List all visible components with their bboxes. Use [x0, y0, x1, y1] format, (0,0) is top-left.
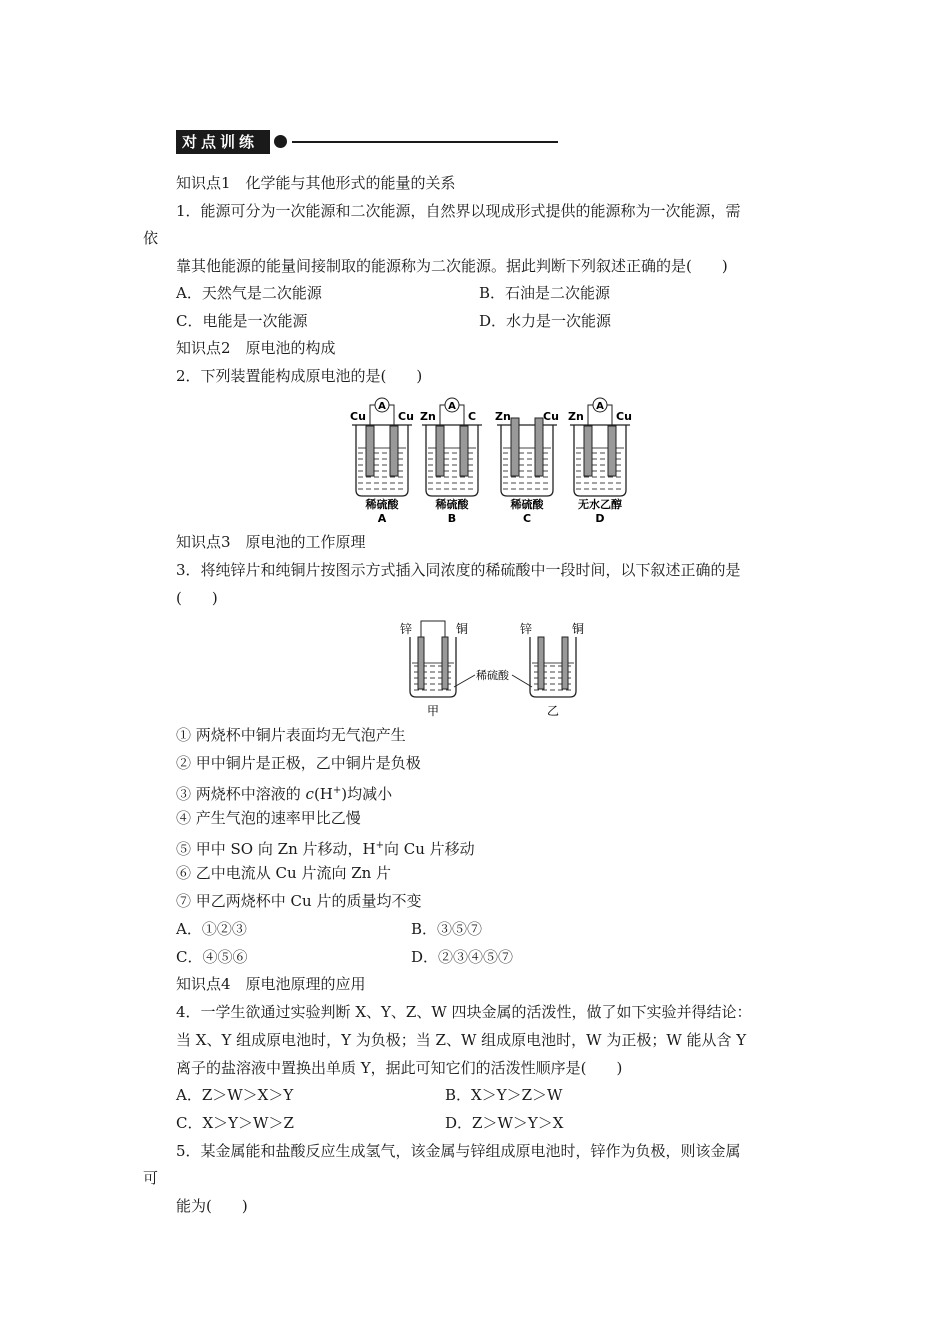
q3-option-b: B．③⑤⑦	[411, 920, 483, 938]
electrode-left-label: Cu	[350, 410, 366, 423]
q3-option-a: A．①②③	[176, 920, 247, 938]
acid-label: 稀硫酸	[476, 669, 509, 682]
liquid-label: 稀硫酸	[435, 498, 469, 511]
q4-stem-line3: 离子的盐溶液中置换出单质 Y，据此可知它们的活泼性顺序是( )	[176, 1059, 623, 1077]
electrode-left-label: Zn	[420, 410, 436, 423]
option-letter: B	[447, 512, 457, 525]
q3-statement-5: ⑤ 甲中 SO 向 Zn 片移动，H+向 Cu 片移动	[176, 840, 475, 858]
liquid-label: 稀硫酸	[365, 498, 399, 511]
q4-stem-line2: 当 X、Y 组成原电池时，Y 为负极；当 Z、W 组成原电池时，W 为正极；W 能从含 Y	[176, 1031, 747, 1049]
svg-text:A: A	[596, 401, 604, 412]
copper-label: 铜	[572, 622, 585, 636]
section-header-title: 对点训练	[182, 133, 259, 151]
q3-statement-1: ① 两烧杯中铜片表面均无气泡产生	[176, 726, 406, 744]
beaker-d	[568, 398, 632, 525]
q4-option-d: D．Z＞W＞Y＞X	[445, 1114, 564, 1132]
electrode-right-label: Cu	[616, 410, 632, 423]
option-letter: A	[377, 512, 387, 525]
beaker-yi	[520, 621, 584, 718]
q4-stem-line1: 4．一学生欲通过实验判断 X、Y、Z、W 四块金属的活泼性，做了如下实验并得结论：	[176, 1003, 752, 1021]
svg-text:A: A	[448, 401, 456, 412]
header-rule	[292, 141, 558, 143]
q3-stem-line1: 3．将纯锌片和纯铜片按图示方式插入同浓度的稀硫酸中一段时间，以下叙述正确的是	[176, 561, 741, 579]
q4-option-c: C．X＞Y＞W＞Z	[176, 1114, 294, 1132]
q3-apparatus-figure	[390, 615, 600, 720]
q1-option-b: B．石油是二次能源	[479, 284, 611, 302]
section-header-badge	[176, 130, 270, 154]
beaker-jia	[400, 621, 468, 718]
q5-stem-line1: 5．某金属能和盐酸反应生成氢气，该金属与锌组成原电池时，锌作为负极，则该金属	[176, 1142, 741, 1160]
q3-option-c: C．④⑤⑥	[176, 948, 248, 966]
copper-label: 铜	[456, 622, 469, 636]
electrode-right-label: C	[468, 410, 477, 423]
electrode-left-label: Zn	[495, 410, 511, 423]
electrode-right-label: Cu	[398, 410, 414, 423]
beaker-label: 乙	[546, 704, 560, 718]
q4-option-a: A．Z＞W＞X＞Y	[176, 1086, 294, 1104]
q3-option-d: D．②③④⑤⑦	[411, 948, 514, 966]
q1-stem-line2: 靠其他能源的能量间接制取的能源称为二次能源。据此判断下列叙述正确的是( )	[176, 257, 728, 275]
q2-apparatus-figure	[340, 390, 640, 530]
q3-statement-4: ④ 产生气泡的速率甲比乙慢	[176, 809, 361, 827]
q1-option-d: D．水力是一次能源	[479, 312, 612, 330]
zinc-label: 锌	[400, 622, 413, 636]
q3-stem-line2: ( )	[176, 589, 218, 607]
q2-stem: 2．下列装置能构成原电池的是( )	[176, 367, 423, 385]
beaker-a	[350, 398, 414, 525]
svg-text:A: A	[378, 401, 386, 412]
q3-statement-2: ② 甲中铜片是正极，乙中铜片是负极	[176, 754, 421, 772]
electrode-right-label: Cu	[543, 410, 559, 423]
electrode-left-label: Zn	[568, 410, 584, 423]
q1-stem-line1: 1．能源可分为一次能源和二次能源，自然界以现成形式提供的能源称为一次能源，需	[176, 202, 741, 220]
header-bullet-icon	[274, 135, 287, 148]
beaker-label: 甲	[426, 704, 440, 718]
beaker-c	[495, 410, 559, 525]
q3-statement-6: ⑥ 乙中电流从 Cu 片流向 Zn 片	[176, 864, 392, 882]
zinc-label: 锌	[520, 622, 533, 636]
q5-stem-wrap: 可	[143, 1169, 159, 1187]
q1-option-a: A．天然气是二次能源	[176, 284, 322, 302]
knowledge-point-2: 知识点2 原电池的构成	[176, 339, 336, 357]
q3-statement-3: ③ 两烧杯中溶液的 c(H+)均减小	[176, 785, 393, 803]
q5-stem-line2: 能为( )	[176, 1197, 248, 1215]
liquid-label: 稀硫酸	[510, 498, 544, 511]
knowledge-point-4: 知识点4 原电池原理的应用	[176, 975, 366, 993]
liquid-label: 无水乙醇	[578, 498, 622, 511]
q3-statement-7: ⑦ 甲乙两烧杯中 Cu 片的质量均不变	[176, 892, 422, 910]
beaker-b	[420, 398, 482, 525]
q4-option-b: B．X＞Y＞Z＞W	[445, 1086, 563, 1104]
knowledge-point-3: 知识点3 原电池的工作原理	[176, 533, 366, 551]
knowledge-point-1: 知识点1 化学能与其他形式的能量的关系	[176, 174, 456, 192]
q1-stem-wrap: 依	[143, 229, 159, 247]
option-letter: C	[522, 512, 532, 525]
option-letter: D	[595, 512, 605, 525]
q1-option-c: C．电能是一次能源	[176, 312, 308, 330]
